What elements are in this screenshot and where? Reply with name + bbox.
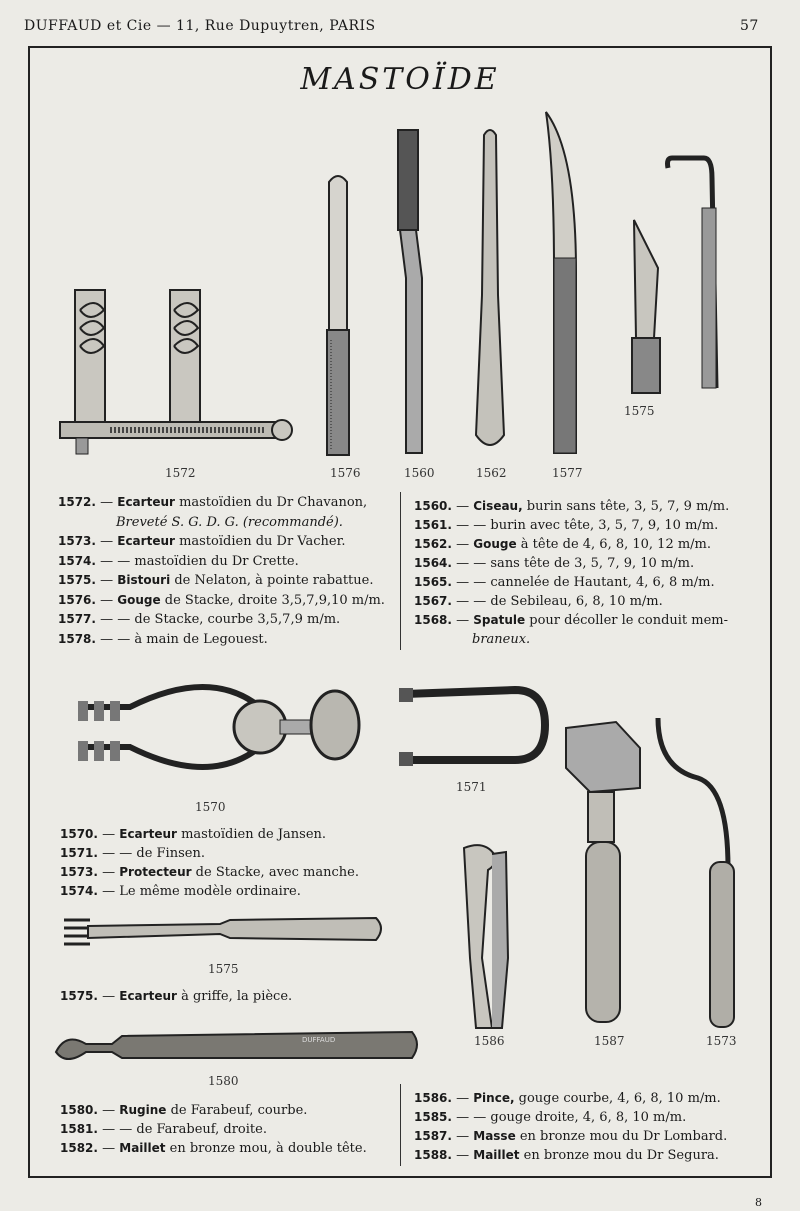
entry-name: Ciseau, (473, 499, 523, 513)
entry-name: Ecarteur (117, 534, 175, 548)
catalog-entry (60, 845, 205, 862)
entry-number: 1587. (414, 1129, 452, 1143)
entry-number: 1564. (414, 556, 452, 570)
engraved-stamp: DUFFAUD (302, 1036, 336, 1044)
catalog-entry (60, 864, 359, 881)
catalog-entry (58, 572, 373, 589)
entry-text: en bronze mou du Dr Lombard. (519, 1129, 728, 1144)
catalog-entry (414, 517, 718, 534)
entry-dash: — (456, 499, 470, 514)
ecarteur-1571-illustration (395, 680, 555, 770)
catalog-entry (58, 592, 385, 609)
entry-name: Ecarteur (119, 989, 177, 1003)
entry-name: Spatule (473, 613, 526, 627)
entry-dash: — (102, 1141, 116, 1156)
entry-number: 1581. (60, 1122, 98, 1136)
entry-text: mastoïdien du Dr Vacher. (179, 534, 346, 549)
footer-mark: 8 (755, 1196, 762, 1209)
gouge-1576-illustration (323, 170, 353, 460)
entry-text: en bronze mou du Dr Segura. (523, 1148, 719, 1163)
entry-text: de Nelaton, à pointe rabattue. (174, 573, 374, 588)
entry-dash: — (100, 592, 114, 608)
entry-number: 1560. (414, 499, 452, 513)
catalog-entry (58, 514, 343, 531)
gouge-1577-illustration (540, 108, 585, 458)
entry-dash: — (102, 989, 116, 1004)
catalog-entry (414, 631, 530, 648)
catalog-entry (60, 1102, 307, 1119)
gouge-1578-illustration (664, 148, 734, 398)
entry-text: Breveté S. G. D. G. (recommandé). (116, 514, 343, 530)
catalog-entry (414, 555, 694, 572)
entry-number: 1580. (60, 1103, 98, 1117)
catalog-entry (58, 631, 268, 648)
entry-number: 1570. (60, 827, 98, 841)
entry-dash: — (456, 1148, 470, 1163)
entry-name: Maillet (119, 1141, 166, 1155)
entry-name: Gouge (473, 537, 517, 551)
entry-number: 1568. (414, 613, 452, 627)
entry-text: à tête de 4, 6, 8, 10, 12 m/m. (520, 537, 712, 552)
entry-dash: — — (100, 631, 131, 647)
entry-dash: — — (456, 594, 487, 609)
entry-number: 1577. (58, 612, 96, 626)
catalog-entry (60, 1140, 367, 1157)
catalog-entry (60, 883, 301, 900)
entry-text: en bronze mou, à double tête. (169, 1141, 367, 1156)
entry-text: braneux. (472, 632, 531, 647)
entry-dash: — — (102, 846, 133, 861)
entry-name: Ecarteur (117, 495, 175, 509)
fig-label-1575: 1575 (624, 404, 655, 418)
entry-dash: — — (100, 612, 131, 627)
entry-dash: — (100, 573, 114, 588)
entry-name: Bistouri (117, 573, 171, 587)
entry-dash: — — (456, 518, 487, 533)
entry-dash: — — (456, 1110, 487, 1125)
entry-text: de Finsen. (136, 846, 205, 861)
entry-dash: — (102, 827, 116, 842)
entry-name: Rugine (119, 1103, 167, 1117)
fig-label-1575-griffe: 1575 (208, 962, 239, 976)
entry-text: de Stacke, avec manche. (195, 865, 359, 880)
catalog-entry (414, 1147, 719, 1164)
ecarteur-griffe-1575-illustration (60, 912, 390, 952)
entry-dash: — (456, 1091, 470, 1106)
entry-name: Pince, (473, 1091, 515, 1105)
bistouri-1575-illustration (628, 218, 668, 398)
fig-label-1560: 1560 (404, 466, 435, 480)
entry-dash: — (100, 495, 114, 510)
entry-text: burin sans tête, 3, 5, 7, 9 m/m. (526, 499, 730, 514)
entry-dash: — — (100, 553, 131, 569)
entry-number: 1588. (414, 1148, 452, 1162)
page-number: 57 (740, 18, 759, 34)
column-divider-bottom (400, 1084, 401, 1166)
masse-1587-illustration (560, 718, 650, 1028)
catalog-entry (58, 611, 340, 628)
fig-label-1571: 1571 (456, 780, 487, 794)
rugine-1580-illustration (52, 1022, 432, 1072)
catalog-entry (60, 1121, 267, 1138)
entry-name: Masse (473, 1129, 516, 1143)
catalog-entry (58, 533, 346, 550)
entry-number: 1576. (58, 592, 96, 607)
page-title: MASTOÏDE (300, 62, 500, 97)
entry-text: pour décoller le conduit mem- (529, 613, 729, 628)
catalog-entry (414, 574, 715, 591)
entry-number: 1575. (60, 989, 98, 1003)
entry-number: 1571. (60, 846, 98, 860)
ciseau-1560-illustration (392, 128, 432, 458)
entry-dash: — — (456, 556, 487, 571)
entry-dash: — — (456, 575, 487, 590)
catalog-entry (58, 494, 367, 511)
entry-number: 1567. (414, 594, 452, 608)
entry-text: de Farabeuf, courbe. (170, 1103, 308, 1118)
entry-name: Protecteur (119, 865, 192, 879)
protecteur-1573-illustration (648, 712, 748, 1032)
entry-dash: — (100, 534, 114, 549)
entry-number: 1562. (414, 537, 452, 551)
entry-dash: — (102, 884, 116, 899)
fig-label-1562: 1562 (476, 466, 507, 480)
entry-text: de Stacke, courbe 3,5,7,9 m/m. (134, 612, 341, 627)
entry-dash: — — (102, 1122, 133, 1137)
catalog-entry (414, 593, 663, 610)
fig-label-1573: 1573 (706, 1034, 737, 1048)
entry-text: mastoïdien du Dr Chavanon, (179, 495, 368, 510)
entry-dash: — (456, 537, 470, 552)
entry-name: Ecarteur (119, 827, 177, 841)
entry-dash: — (456, 1129, 470, 1144)
entry-text: gouge droite, 4, 6, 8, 10 m/m. (490, 1110, 687, 1125)
entry-number: 1585. (414, 1110, 452, 1124)
page-header: DUFFAUD et Cie — 11, Rue Dupuytren, PARIS (24, 18, 376, 34)
ecarteur-1570-illustration (70, 665, 370, 785)
fig-label-1570: 1570 (195, 800, 226, 814)
entry-number: 1565. (414, 575, 452, 589)
entry-text: à main de Legouest. (134, 631, 268, 647)
ecarteur-1572-illustration (60, 270, 300, 470)
entry-number: 1575. (58, 573, 96, 587)
entry-number: 1574. (58, 553, 96, 568)
entry-text: de Stacke, droite 3,5,7,9,10 m/m. (164, 592, 385, 608)
entry-dash: — (456, 613, 470, 628)
entry-name: Maillet (473, 1148, 520, 1162)
entry-dash: — (102, 865, 116, 880)
catalog-entry (414, 1128, 727, 1145)
entry-text: gouge courbe, 4, 6, 8, 10 m/m. (518, 1091, 721, 1106)
entry-text: cannelée de Hautant, 4, 6, 8 m/m. (490, 575, 715, 590)
fig-label-1580: 1580 (208, 1074, 239, 1088)
entry-number: 1574. (60, 884, 98, 898)
fig-label-1577: 1577 (552, 466, 583, 480)
catalog-entry (414, 536, 711, 553)
entry-dash: — (102, 1103, 116, 1118)
fig-label-1576: 1576 (330, 466, 361, 480)
entry-text: de Farabeuf, droite. (136, 1122, 267, 1137)
entry-number: 1572. (58, 495, 96, 509)
entry-text: Le même modèle ordinaire. (119, 884, 301, 899)
catalog-entry (414, 1090, 721, 1107)
entry-text: burin avec tête, 3, 5, 7, 9, 10 m/m. (490, 518, 719, 533)
entry-name: Gouge (117, 592, 161, 607)
entry-number: 1582. (60, 1141, 98, 1155)
catalog-entry (414, 612, 728, 629)
entry-number: 1573. (58, 534, 96, 548)
gouge-1562-illustration (470, 125, 510, 460)
entry-number: 1573. (60, 865, 98, 879)
fig-label-1587: 1587 (594, 1034, 625, 1048)
catalog-entry (414, 498, 729, 515)
entry-number: 1578. (58, 631, 96, 646)
entry-text: de Sebileau, 6, 8, 10 m/m. (490, 594, 663, 609)
entry-number: 1586. (414, 1091, 452, 1105)
catalog-entry (60, 826, 326, 843)
fig-label-1586: 1586 (474, 1034, 505, 1048)
catalog-entry (60, 988, 292, 1005)
column-divider-top (400, 492, 401, 650)
entry-number: 1561. (414, 518, 452, 532)
catalog-entry (414, 1109, 686, 1126)
fig-label-1572: 1572 (165, 466, 196, 480)
pince-1586-illustration (452, 838, 522, 1038)
entry-text: mastoïdien de Jansen. (181, 827, 327, 842)
catalog-entry (58, 553, 299, 570)
entry-text: à griffe, la pièce. (181, 989, 293, 1004)
entry-text: mastoïdien du Dr Crette. (134, 553, 299, 569)
entry-text: sans tête de 3, 5, 7, 9, 10 m/m. (490, 556, 695, 571)
